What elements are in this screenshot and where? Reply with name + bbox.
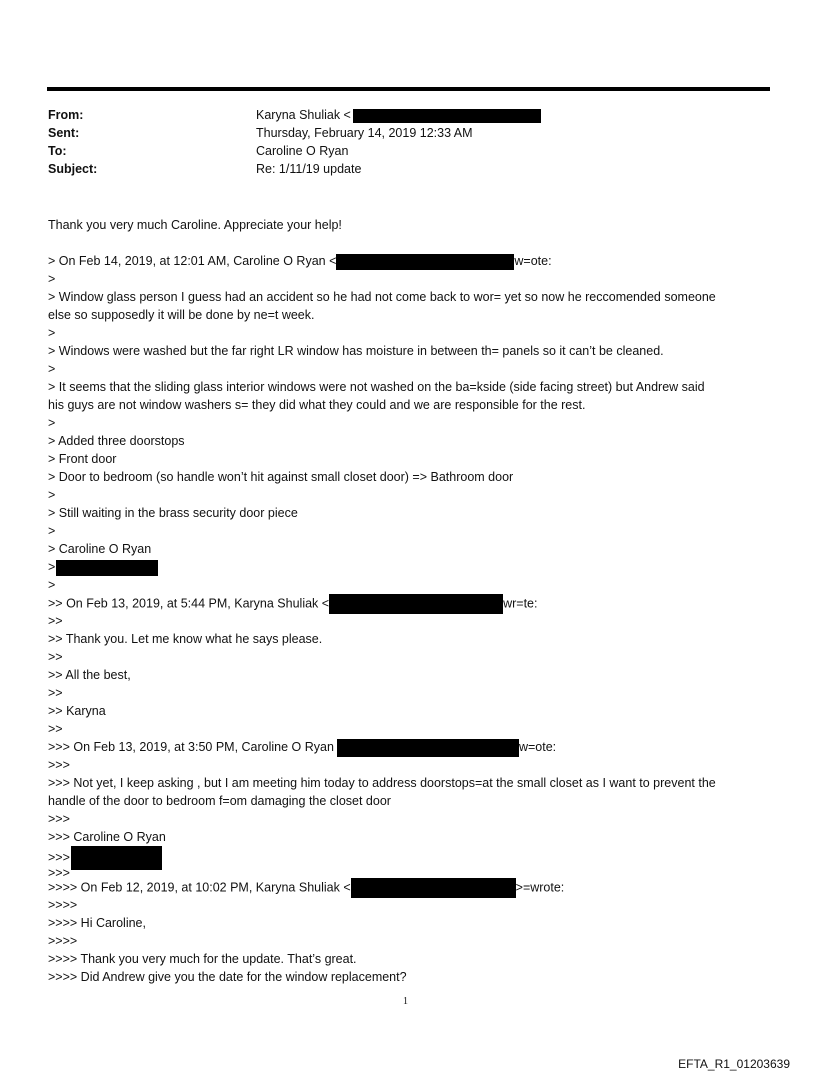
body-line: > Windows were washed but the far right LR window has moisture in between th= panels so it can’t be cleaned. xyxy=(48,344,664,358)
redaction-bar xyxy=(71,846,162,870)
body-line: >> xyxy=(48,650,63,664)
body-line: >>> Not yet, I keep asking , but I am meeting him today to address doorstops=at the small closet as I want to prevent the xyxy=(48,776,716,790)
redacted-line xyxy=(48,558,158,576)
body-line: his guys are not window washers s= they did what they could and we are responsible for the rest. xyxy=(48,398,586,412)
redaction-bar xyxy=(56,560,158,576)
body-line: > xyxy=(48,416,56,430)
redaction-bar xyxy=(337,739,519,757)
body-line: > xyxy=(48,524,56,538)
quote-header-line xyxy=(48,252,552,270)
body-line: > Window glass person I guess had an accident so he had not come back to wor= yet so now he reccomended someone xyxy=(48,290,716,304)
redaction-bar xyxy=(351,878,516,898)
body-line: >>> xyxy=(48,866,70,880)
to-value: Caroline O Ryan xyxy=(256,144,349,158)
body-line: >>> Caroline O Ryan xyxy=(48,830,166,844)
body-line: >>>> Did Andrew give you the date for the window replacement? xyxy=(48,970,407,984)
quote-header-text: >>> On Feb 13, 2019, at 3:50 PM, Caroline O Ryan xyxy=(48,740,334,754)
body-line: >> xyxy=(48,614,63,628)
quote-header-text: > On Feb 14, 2019, at 12:01 AM, Caroline O Ryan < xyxy=(48,254,337,268)
from-label: From: xyxy=(48,108,84,122)
from-value xyxy=(256,108,541,123)
page-number: 1 xyxy=(403,996,408,1007)
quote-marker: > xyxy=(48,560,56,574)
body-line: > It seems that the sliding glass interior windows were not washed on the ba=kside (side facing street) but Andrew said xyxy=(48,380,705,394)
body-line: > xyxy=(48,578,56,592)
body-line: >>>> Thank you very much for the update. That’s great. xyxy=(48,952,357,966)
document-id: EFTA_R1_01203639 xyxy=(678,1057,790,1071)
quote-header-suffix: w=ote: xyxy=(514,254,552,268)
subject-label: Subject: xyxy=(48,162,98,176)
quote-header-suffix: >=wrote: xyxy=(515,880,565,895)
body-line: > xyxy=(48,362,56,376)
body-line: >> Thank you. Let me know what he says please. xyxy=(48,632,323,646)
body-line: Thank you very much Caroline. Appreciate your help! xyxy=(48,218,342,232)
quote-marker: >>> xyxy=(48,850,70,865)
from-name: Karyna Shuliak < xyxy=(256,108,351,122)
body-line: >> xyxy=(48,722,63,736)
body-line: > Still waiting in the brass security door piece xyxy=(48,506,298,520)
to-label: To: xyxy=(48,144,67,158)
subject-value: Re: 1/11/19 update xyxy=(256,162,362,176)
body-line: > Added three doorstops xyxy=(48,434,185,448)
body-line: >> Karyna xyxy=(48,704,106,718)
body-line: > xyxy=(48,272,56,286)
body-line: > Door to bedroom (so handle won’t hit against small closet door) => Bathroom door xyxy=(48,470,514,484)
body-line: >>> xyxy=(48,812,70,826)
redaction-bar xyxy=(329,594,503,614)
body-line: >> xyxy=(48,686,63,700)
body-line: >>>> xyxy=(48,898,78,912)
body-line: handle of the door to bedroom f=om damaging the closet door xyxy=(48,794,391,808)
redaction-bar xyxy=(353,109,541,123)
quote-header-text: >> On Feb 13, 2019, at 5:44 PM, Karyna Shuliak < xyxy=(48,596,330,611)
body-line: >> All the best, xyxy=(48,668,131,682)
body-line: >>>> Hi Caroline, xyxy=(48,916,146,930)
body-line: > Caroline O Ryan xyxy=(48,542,152,556)
quote-header-line xyxy=(48,878,564,898)
quote-header-line xyxy=(48,594,537,614)
body-line: >>>> xyxy=(48,934,78,948)
quote-header-suffix: wr=te: xyxy=(503,596,538,611)
body-line: else so supposedly it will be done by ne=t week. xyxy=(48,308,315,322)
body-line: > xyxy=(48,488,56,502)
header-rule xyxy=(47,87,770,91)
redaction-bar xyxy=(336,254,514,270)
sent-value: Thursday, February 14, 2019 12:33 AM xyxy=(256,126,473,140)
quote-header-suffix: w=ote: xyxy=(518,740,557,754)
body-line: >>> xyxy=(48,758,70,772)
quote-header-text: >>>> On Feb 12, 2019, at 10:02 PM, Karyna Shuliak < xyxy=(48,880,351,895)
sent-label: Sent: xyxy=(48,126,80,140)
body-line: > Front door xyxy=(48,452,117,466)
body-line: > xyxy=(48,326,56,340)
quote-header-line xyxy=(48,738,556,757)
